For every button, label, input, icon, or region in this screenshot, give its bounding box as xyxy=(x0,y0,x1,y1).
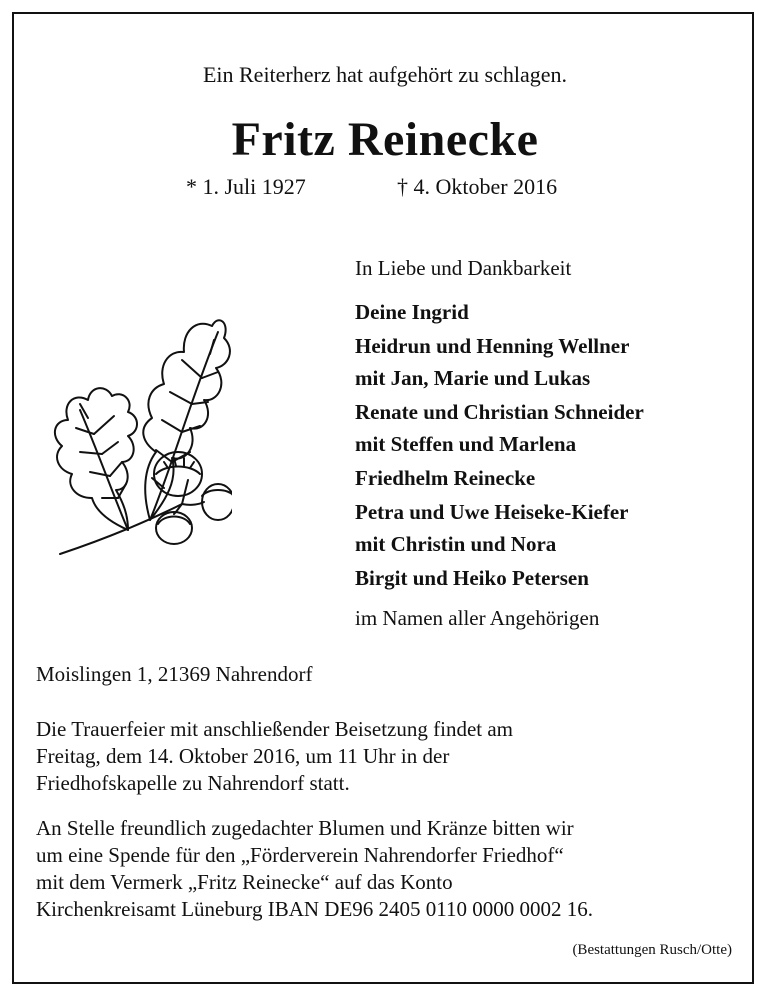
mourners-list xyxy=(355,296,644,596)
mourner-line: mit Christin und Nora xyxy=(355,532,557,556)
birth-date: * 1. Juli 1927 xyxy=(186,174,306,199)
mourners-intro: In Liebe und Dankbarkeit xyxy=(355,256,572,280)
mourners-closing: im Namen aller Angehörigen xyxy=(355,606,600,630)
mourner-group xyxy=(355,330,644,394)
address: Moislingen 1, 21369 Nahrendorf xyxy=(36,662,313,686)
paragraph-line: An Stelle freundlich zugedachter Blumen und Kränze bitten wir xyxy=(36,816,574,840)
oak-leaf-acorn-icon xyxy=(32,292,232,562)
paragraph-line: mit dem Vermerk „Fritz Reinecke“ auf das Konto xyxy=(36,870,453,894)
donation-paragraph xyxy=(36,815,593,923)
mourner-line: mit Jan, Marie und Lukas xyxy=(355,366,591,390)
mourner-line: Petra und Uwe Heiseke-Kiefer xyxy=(355,500,629,524)
paragraph-line: Kirchenkreisamt Lüneburg IBAN DE96 2405 0110 0000 0002 16. xyxy=(36,897,594,921)
deceased-name: Fritz Reinecke xyxy=(231,113,539,166)
mourner-line: Friedhelm Reinecke xyxy=(355,466,536,490)
undertaker-credit: (Bestattungen Rusch/Otte) xyxy=(572,942,732,958)
funeral-paragraph xyxy=(36,716,513,797)
mourner-group xyxy=(355,462,644,494)
death-date: † 4. Oktober 2016 xyxy=(397,174,558,199)
paragraph-line: Friedhofskapelle zu Nahrendorf statt. xyxy=(36,771,350,795)
paragraph-line: Die Trauerfeier mit anschließender Beisetzung findet am xyxy=(36,717,514,741)
mourner-group xyxy=(355,296,644,328)
mourner-line: Birgit und Heiko Petersen xyxy=(355,566,589,590)
mourner-group xyxy=(355,496,644,560)
mourner-line: mit Steffen und Marlena xyxy=(355,432,577,456)
mourner-line: Heidrun und Henning Wellner xyxy=(355,334,630,358)
paragraph-line: um eine Spende für den „Förderverein Nahrendorfer Friedhof“ xyxy=(36,843,564,867)
paragraph-line: Freitag, dem 14. Oktober 2016, um 11 Uhr in der xyxy=(36,744,450,768)
intro-line: Ein Reiterherz hat aufgehört zu schlagen. xyxy=(202,62,568,87)
mourner-line: Renate und Christian Schneider xyxy=(355,400,644,424)
mourner-group xyxy=(355,562,644,594)
mourner-group xyxy=(355,396,644,460)
mourner-line: Deine Ingrid xyxy=(355,300,469,324)
